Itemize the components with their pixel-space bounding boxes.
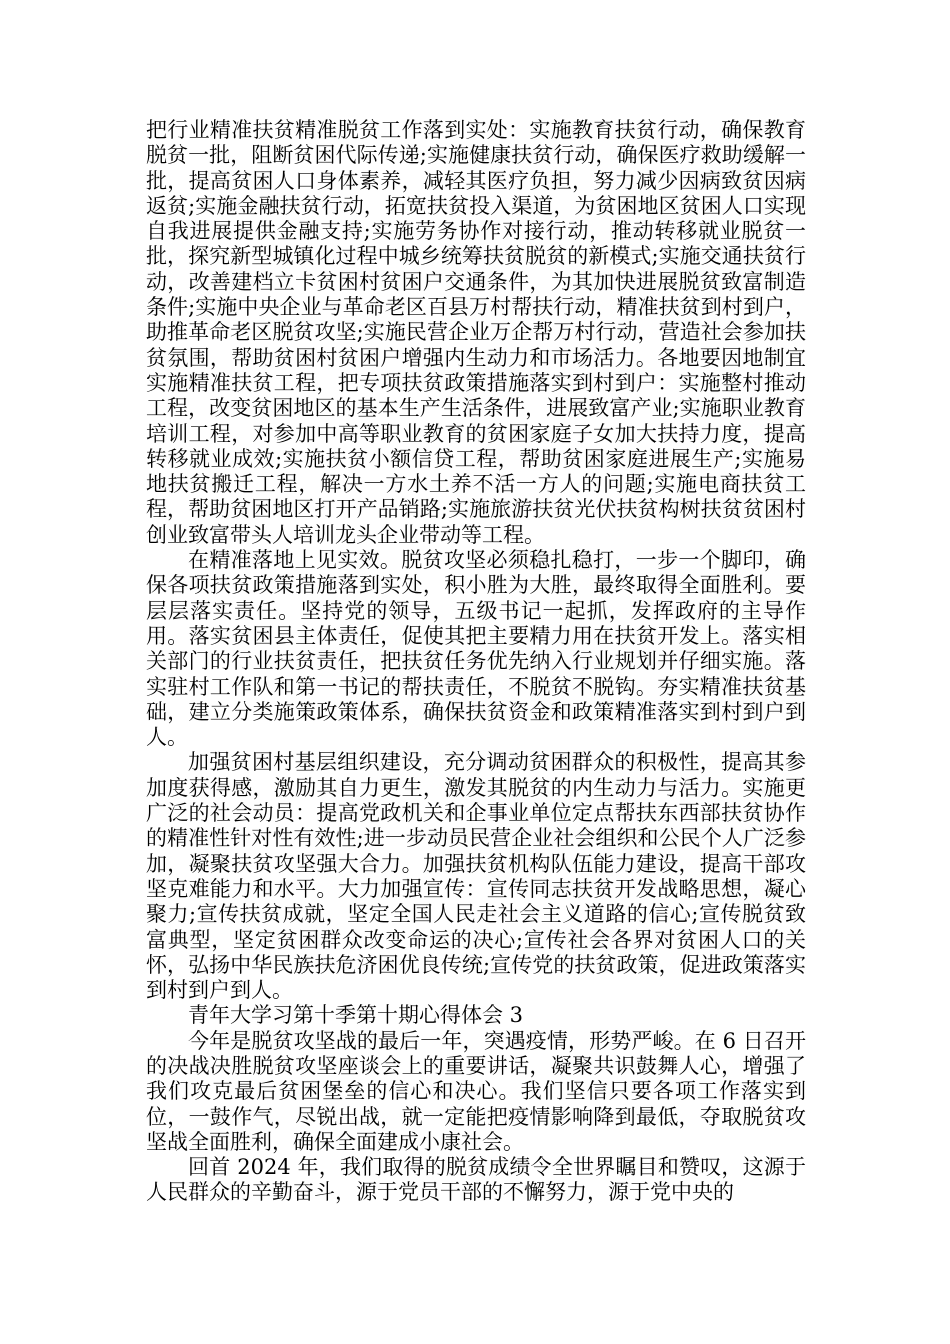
- paragraph-3: 加强贫困村基层组织建设，充分调动贫困群众的积极性，提高其参加度获得感，激励其自力更生，激发其脱贫的内生动力与活力。实施更广泛的社会动员：提高党政机关和企事业单位定点帮扶东西部扶贫协作的精准性针对性有效性;进一步动员民营企业社会组织和公民个人广泛参加，凝聚扶贫攻坚强大合力。加强扶贫机构队伍能力建设，提高干部攻坚克难能力和水平。大力加强宣传：宣传同志扶贫开发战略思想，凝心聚力;宣传扶贫成就，坚定全国人民走社会主义道路的信心;宣传脱贫致富典型，坚定贫困群众改变命运的决心;宣传社会各界对贫困人口的关怀，弘扬中华民族扶危济困优良传统;宣传党的扶贫政策，促进政策落实到村到户到人。: [146, 750, 806, 1003]
- paragraph-1: 把行业精准扶贫精准脱贫工作落到实处：实施教育扶贫行动，确保教育脱贫一批，阻断贫困代际传递;实施健康扶贫行动，确保医疗救助缓解一批，提高贫困人口身体素养，减轻其医疗负担，努力减少因病致贫因病返贫;实施金融扶贫行动，拓宽扶贫投入渠道，为贫困地区贫困人口实现自我进展提供金融支持;实施劳务协作对接行动，推动转移就业脱贫一批，探究新型城镇化过程中城乡统筹扶贫脱贫的新模式;实施交通扶贫行动，改善建档立卡贫困村贫困户交通条件，为其加快进展脱贫致富制造条件;实施中央企业与革命老区百县万村帮扶行动，精准扶贫到村到户，助推革命老区脱贫攻坚;实施民营企业万企帮万村行动，营造社会参加扶贫氛围，帮助贫困村贫困户增强内生动力和市场活力。各地要因地制宜实施精准扶贫工程，把专项扶贫政策措施落实到村到户：实施整村推动工程，改变贫困地区的基本生产生活条件，进展致富产业;实施职业教育培训工程，对参加中高等职业教育的贫困家庭子女加大扶持力度，提高转移就业成效;实施扶贫小额信贷工程，帮助贫困家庭进展生产;实施易地扶贫搬迁工程，解决一方水土养不活一方人的问题;实施电商扶贫工程，帮助贫困地区打开产品销路;实施旅游扶贫光伏扶贫构树扶贫贫困村创业致富带头人培训龙头企业带动等工程。: [146, 118, 806, 547]
- document-page: [146, 118, 806, 1206]
- paragraph-4: 今年是脱贫攻坚战的最后一年，突遇疫情，形势严峻。在 6 日召开的决战决胜脱贫攻坚座谈会上的重要讲话，凝聚共识鼓舞人心，增强了我们攻克最后贫困堡垒的信心和决心。我们坚信只要各项工作落实到位，一鼓作气，尽锐出战，就一定能把疫情影响降到最低，夺取脱贫攻坚战全面胜利，确保全面建成小康社会。: [146, 1028, 806, 1154]
- paragraph-2: 在精准落地上见实效。脱贫攻坚必须稳扎稳打，一步一个脚印，确保各项扶贫政策措施落到实处，积小胜为大胜，最终取得全面胜利。要层层落实责任。坚持党的领导，五级书记一起抓，发挥政府的主导作用。落实贫困县主体责任，促使其把主要精力用在扶贫开发上。落实相关部门的行业扶贫责任，把扶贫任务优先纳入行业规划并仔细实施。落实驻村工作队和第一书记的帮扶责任，不脱贫不脱钩。夯实精准扶贫基础，建立分类施策政策体系，确保扶贫资金和政策精准落实到村到户到人。: [146, 548, 806, 750]
- section-heading: 青年大学习第十季第十期心得体会 3: [188, 1003, 524, 1028]
- paragraph-5: 回首 2024 年，我们取得的脱贫成绩令全世界瞩目和赞叹，这源于人民群众的辛勤奋斗，源于党员干部的不懈努力，源于党中央的: [146, 1155, 806, 1205]
